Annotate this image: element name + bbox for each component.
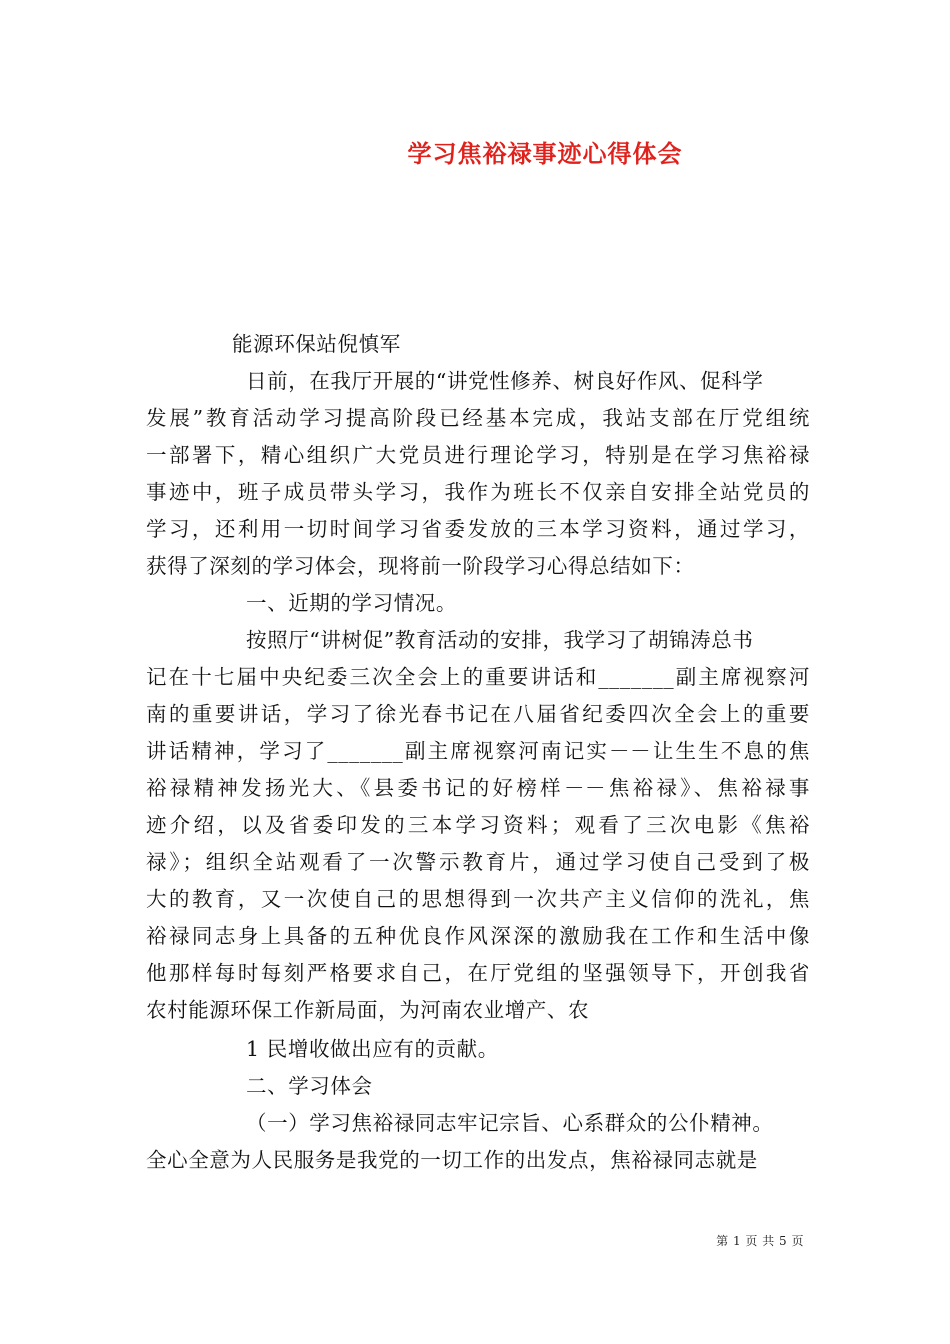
body-line: 裕禄同志身上具备的五种优良作风深深的激励我在工作和生活中像 (146, 924, 810, 948)
body-line: 一部署下，精心组织广大党员进行理论学习，特别是在学习焦裕禄 (146, 443, 810, 467)
section-heading: 二、学习体会 (246, 1074, 373, 1098)
body-line: 发展”教育活动学习提高阶段已经基本完成，我站支部在厅党组统 (146, 406, 810, 430)
body-line: 全心全意为人民服务是我党的一切工作的出发点，焦裕禄同志就是 (146, 1148, 758, 1172)
document-title: 学习焦裕禄事迹心得体会 (407, 139, 683, 168)
page-footer: 第 1 页 共 5 页 (716, 1234, 804, 1248)
body-line: 记在十七届中央纪委三次全会上的重要讲话和_______副主席视察河 (146, 665, 810, 689)
body-line: 1 民增收做出应有的贡献。 (246, 1037, 499, 1061)
body-line: 学习，还利用一切时间学习省委发放的三本学习资料，通过学习， (146, 517, 810, 541)
body-line: 按照厅“讲树促”教育活动的安排，我学习了胡锦涛总书 (246, 628, 754, 652)
section-heading: 一、近期的学习情况。 (246, 591, 457, 615)
body-line: 获得了深刻的学习体会，现将前一阶段学习心得总结如下： (146, 554, 695, 578)
body-line: 迹介绍，以及省委印发的三本学习资料；观看了三次电影《焦裕 (146, 813, 810, 837)
subsection-heading: （一）学习焦裕禄同志牢记宗旨、心系群众的公仆精神。 (246, 1111, 774, 1135)
body-line: 南的重要讲话，学习了徐光春书记在八届省纪委四次全会上的重要 (146, 702, 810, 726)
body-line: 农村能源环保工作新局面，为河南农业增产、农 (146, 998, 590, 1022)
body-line: 他那样每时每刻严格要求自己，在厅党组的坚强领导下，开创我省 (146, 961, 810, 985)
body-line: 裕禄精神发扬光大、《县委书记的好榜样－－焦裕禄》、焦裕禄事 (146, 776, 810, 800)
body-line: 讲话精神，学习了_______副主席视察河南记实－－让生生不息的焦 (146, 739, 810, 763)
body-line: 禄》；组织全站观看了一次警示教育片，通过学习使自己受到了极 (146, 850, 810, 874)
body-line: 日前，在我厅开展的“讲党性修养、树良好作风、促科学 (246, 369, 764, 393)
author-line: 能源环保站倪慎军 (232, 332, 401, 356)
body-line: 事迹中，班子成员带头学习，我作为班长不仅亲自安排全站党员的 (146, 480, 810, 504)
body-line: 大的教育，又一次使自己的思想得到一次共产主义信仰的洗礼，焦 (146, 887, 810, 911)
